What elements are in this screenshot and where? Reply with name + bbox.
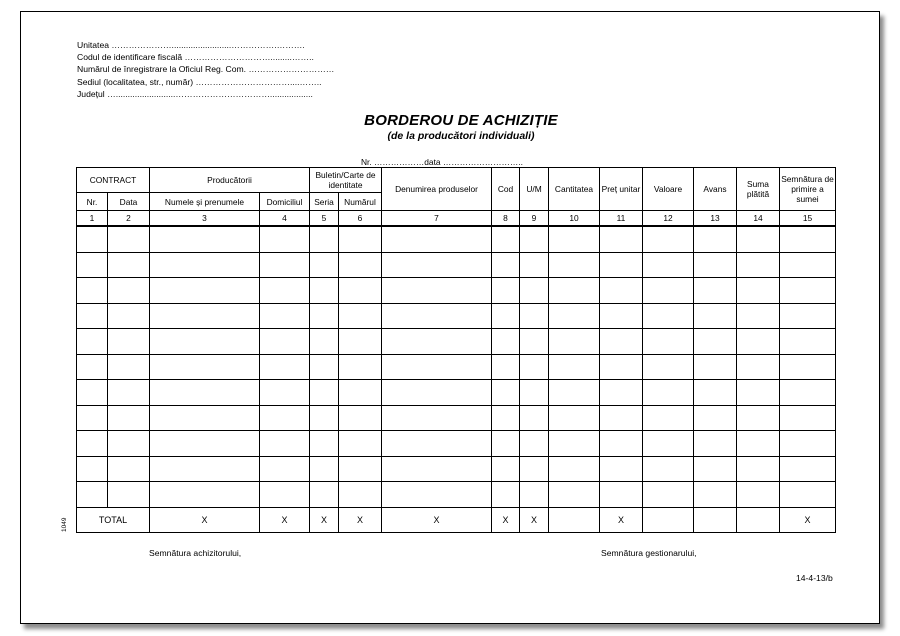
date-header: Data	[108, 193, 150, 211]
table-cell[interactable]	[643, 226, 694, 252]
table-cell[interactable]	[492, 278, 520, 304]
table-cell[interactable]	[694, 431, 737, 457]
table-cell[interactable]	[150, 329, 260, 355]
table-cell[interactable]	[737, 303, 780, 329]
table-cell[interactable]	[549, 456, 600, 482]
advance-header: Avans	[694, 168, 737, 211]
total-x-mark: X	[780, 507, 836, 532]
table-cell[interactable]	[737, 329, 780, 355]
table-cell[interactable]	[492, 431, 520, 457]
total-label: TOTAL	[77, 507, 150, 532]
table-cell[interactable]	[737, 456, 780, 482]
table-row	[77, 380, 836, 406]
table-cell[interactable]	[150, 226, 260, 252]
table-cell[interactable]	[382, 405, 492, 431]
table-cell[interactable]	[339, 278, 382, 304]
table-cell[interactable]	[520, 456, 549, 482]
table-cell[interactable]	[108, 456, 150, 482]
table-cell[interactable]	[492, 329, 520, 355]
producers-header: Producătorii	[150, 168, 310, 193]
table-cell[interactable]	[382, 456, 492, 482]
county-field[interactable]: Județul ….........................……………………………..................	[77, 88, 313, 99]
table-cell[interactable]	[694, 405, 737, 431]
column-number: 6	[339, 211, 382, 227]
table-cell[interactable]	[780, 354, 836, 380]
table-cell[interactable]	[549, 226, 600, 252]
table-cell[interactable]	[150, 456, 260, 482]
table-cell[interactable]	[339, 482, 382, 508]
value-header: Valoare	[643, 168, 694, 211]
total-row	[77, 507, 836, 532]
table-cell[interactable]	[600, 456, 643, 482]
number-date-field[interactable]: Nr. ………………data ………………………..	[361, 157, 523, 167]
form-code: 14-4-13/b	[796, 573, 833, 583]
side-code: 1049	[61, 517, 68, 532]
table-cell[interactable]	[260, 354, 310, 380]
table-cell[interactable]	[339, 226, 382, 252]
table-cell[interactable]	[520, 482, 549, 508]
table-cell[interactable]	[310, 380, 339, 406]
table-cell[interactable]	[780, 482, 836, 508]
table-cell[interactable]	[643, 431, 694, 457]
company-header	[77, 39, 334, 100]
table-cell[interactable]	[600, 303, 643, 329]
table-cell[interactable]	[108, 482, 150, 508]
buyer-signature-label: Semnătura achizitorului,	[149, 548, 242, 558]
total-cell[interactable]	[643, 507, 694, 532]
table-cell[interactable]	[737, 354, 780, 380]
table-cell[interactable]	[600, 431, 643, 457]
table-cell[interactable]	[520, 354, 549, 380]
table-cell[interactable]	[382, 354, 492, 380]
table-cell[interactable]	[108, 380, 150, 406]
total-x-mark: X	[339, 507, 382, 532]
table-cell[interactable]	[382, 226, 492, 252]
table-cell[interactable]	[643, 380, 694, 406]
table-cell[interactable]	[643, 278, 694, 304]
table-cell[interactable]	[520, 252, 549, 278]
table-cell[interactable]	[492, 226, 520, 252]
signature-header: Semnătura de primire a sumei	[780, 168, 836, 211]
table-cell[interactable]	[382, 278, 492, 304]
column-number: 5	[310, 211, 339, 227]
table-cell[interactable]	[492, 354, 520, 380]
total-cell[interactable]	[694, 507, 737, 532]
column-number: 1	[77, 211, 108, 227]
column-number-row	[77, 211, 836, 227]
contract-header: CONTRACT	[77, 168, 150, 193]
table-cell[interactable]	[643, 329, 694, 355]
table-cell[interactable]	[310, 354, 339, 380]
table-cell[interactable]	[492, 456, 520, 482]
table-cell[interactable]	[339, 431, 382, 457]
table-cell[interactable]	[260, 226, 310, 252]
table-row	[77, 482, 836, 508]
acquisition-table	[76, 167, 836, 533]
table-cell[interactable]	[780, 380, 836, 406]
id-card-header: Buletin/Carte de identitate	[310, 168, 382, 193]
table-cell[interactable]	[600, 380, 643, 406]
number-header: Numărul	[339, 193, 382, 211]
table-cell[interactable]	[310, 482, 339, 508]
table-row	[77, 226, 836, 252]
table-cell[interactable]	[382, 482, 492, 508]
table-cell[interactable]	[737, 226, 780, 252]
table-cell[interactable]	[260, 482, 310, 508]
unit-price-header: Preț unitar	[600, 168, 643, 211]
document-title: BORDEROU DE ACHIZIȚIE	[364, 112, 558, 129]
total-x-mark: X	[382, 507, 492, 532]
table-cell[interactable]	[643, 456, 694, 482]
table-cell[interactable]	[310, 278, 339, 304]
table-cell[interactable]	[737, 278, 780, 304]
table-cell[interactable]	[600, 329, 643, 355]
table-cell[interactable]	[260, 405, 310, 431]
table-cell[interactable]	[382, 303, 492, 329]
table-cell[interactable]	[339, 303, 382, 329]
column-number: 9	[520, 211, 549, 227]
table-cell[interactable]	[737, 482, 780, 508]
table-cell[interactable]	[77, 329, 108, 355]
table-cell[interactable]	[780, 226, 836, 252]
column-number: 8	[492, 211, 520, 227]
table-cell[interactable]	[643, 252, 694, 278]
unit-header: U/M	[520, 168, 549, 211]
table-row	[77, 303, 836, 329]
series-header: Seria	[310, 193, 339, 211]
table-cell[interactable]	[108, 405, 150, 431]
table-cell[interactable]	[737, 431, 780, 457]
table-cell[interactable]	[492, 252, 520, 278]
table-cell[interactable]	[150, 380, 260, 406]
column-number: 10	[549, 211, 600, 227]
table-cell[interactable]	[694, 456, 737, 482]
table-cell[interactable]	[77, 303, 108, 329]
table-cell[interactable]	[339, 380, 382, 406]
table-cell[interactable]	[520, 329, 549, 355]
table-cell[interactable]	[339, 252, 382, 278]
table-cell[interactable]	[150, 278, 260, 304]
full-name-header: Numele și prenumele	[150, 193, 260, 211]
table-row	[77, 354, 836, 380]
table-cell[interactable]	[77, 405, 108, 431]
residence-header: Domiciliul	[260, 193, 310, 211]
table-cell[interactable]	[492, 482, 520, 508]
table-row	[77, 252, 836, 278]
table-row	[77, 431, 836, 457]
table-cell[interactable]	[150, 482, 260, 508]
table-cell[interactable]	[780, 456, 836, 482]
table-cell[interactable]	[520, 226, 549, 252]
column-number: 3	[150, 211, 260, 227]
table-cell[interactable]	[694, 354, 737, 380]
nr-header: Nr.	[77, 193, 108, 211]
table-cell[interactable]	[643, 354, 694, 380]
column-number: 13	[694, 211, 737, 227]
table-cell[interactable]	[310, 456, 339, 482]
table-cell[interactable]	[600, 405, 643, 431]
table-cell[interactable]	[108, 329, 150, 355]
table-cell[interactable]	[694, 278, 737, 304]
table-cell[interactable]	[694, 380, 737, 406]
table-cell[interactable]	[339, 456, 382, 482]
table-cell[interactable]	[694, 482, 737, 508]
product-name-header: Denumirea produselor	[382, 168, 492, 211]
table-cell[interactable]	[549, 252, 600, 278]
fiscal-code-field[interactable]: Codul de identificare fiscală ………………………….........……..	[77, 52, 314, 63]
table-cell[interactable]	[520, 303, 549, 329]
table-cell[interactable]	[520, 431, 549, 457]
table-cell[interactable]	[694, 226, 737, 252]
table-cell[interactable]	[737, 252, 780, 278]
table-cell[interactable]	[150, 252, 260, 278]
column-number: 2	[108, 211, 150, 227]
table-cell[interactable]	[694, 303, 737, 329]
table-cell[interactable]	[260, 252, 310, 278]
form-sheet	[20, 11, 880, 624]
table-cell[interactable]	[150, 405, 260, 431]
table-cell[interactable]	[780, 431, 836, 457]
table-row	[77, 405, 836, 431]
table-cell[interactable]	[108, 303, 150, 329]
table-cell[interactable]	[310, 303, 339, 329]
table-cell[interactable]	[382, 252, 492, 278]
table-cell[interactable]	[310, 226, 339, 252]
table-cell[interactable]	[780, 252, 836, 278]
table-cell[interactable]	[549, 405, 600, 431]
table-cell[interactable]	[492, 303, 520, 329]
total-cell[interactable]	[549, 507, 600, 532]
table-cell[interactable]	[549, 303, 600, 329]
table-cell[interactable]	[310, 405, 339, 431]
table-cell[interactable]	[339, 354, 382, 380]
table-cell[interactable]	[108, 252, 150, 278]
total-x-mark: X	[310, 507, 339, 532]
table-cell[interactable]	[108, 354, 150, 380]
table-cell[interactable]	[77, 226, 108, 252]
table-cell[interactable]	[77, 278, 108, 304]
table-cell[interactable]	[643, 405, 694, 431]
registry-number-field[interactable]: Numărul de înregistrare la Oficiul Reg. Com. …………………………	[77, 64, 335, 75]
table-cell[interactable]	[382, 380, 492, 406]
table-cell[interactable]	[737, 405, 780, 431]
table-cell[interactable]	[260, 329, 310, 355]
table-cell[interactable]	[108, 278, 150, 304]
table-cell[interactable]	[549, 431, 600, 457]
table-cell[interactable]	[643, 482, 694, 508]
table-cell[interactable]	[549, 354, 600, 380]
column-number: 14	[737, 211, 780, 227]
table-cell[interactable]	[260, 278, 310, 304]
table-cell[interactable]	[780, 329, 836, 355]
column-number: 4	[260, 211, 310, 227]
code-header: Cod	[492, 168, 520, 211]
table-cell[interactable]	[549, 278, 600, 304]
total-x-mark: X	[600, 507, 643, 532]
table-cell[interactable]	[150, 354, 260, 380]
address-field[interactable]: Sediul (localitatea, str., număr) ……………………………....……..	[77, 76, 322, 87]
table-row	[77, 329, 836, 355]
table-cell[interactable]	[549, 329, 600, 355]
total-x-mark: X	[260, 507, 310, 532]
table-cell[interactable]	[382, 329, 492, 355]
quantity-header: Cantitatea	[549, 168, 600, 211]
table-cell[interactable]	[77, 380, 108, 406]
manager-signature-label: Semnătura gestionarului,	[601, 548, 697, 558]
column-number: 15	[780, 211, 836, 227]
table-cell[interactable]	[600, 482, 643, 508]
table-cell[interactable]	[77, 482, 108, 508]
table-cell[interactable]	[77, 354, 108, 380]
table-cell[interactable]	[260, 380, 310, 406]
table-cell[interactable]	[310, 431, 339, 457]
table-cell[interactable]	[382, 431, 492, 457]
column-number: 12	[643, 211, 694, 227]
table-cell[interactable]	[780, 405, 836, 431]
table-cell[interactable]	[339, 329, 382, 355]
column-number: 7	[382, 211, 492, 227]
table-cell[interactable]	[694, 252, 737, 278]
table-cell[interactable]	[600, 278, 643, 304]
table-row	[77, 456, 836, 482]
table-cell[interactable]	[77, 252, 108, 278]
document-subtitle: (de la producători individuali)	[387, 130, 535, 142]
table-cell[interactable]	[310, 252, 339, 278]
column-number: 11	[600, 211, 643, 227]
table-cell[interactable]	[780, 278, 836, 304]
total-cell[interactable]	[737, 507, 780, 532]
table-cell[interactable]	[600, 354, 643, 380]
table-cell[interactable]	[737, 380, 780, 406]
table-cell[interactable]	[600, 252, 643, 278]
table-cell[interactable]	[520, 380, 549, 406]
table-cell[interactable]	[492, 405, 520, 431]
table-cell[interactable]	[108, 431, 150, 457]
table-cell[interactable]	[108, 226, 150, 252]
table-cell[interactable]	[520, 405, 549, 431]
table-cell[interactable]	[549, 482, 600, 508]
total-x-mark: X	[492, 507, 520, 532]
table-cell[interactable]	[492, 380, 520, 406]
total-x-mark: X	[520, 507, 549, 532]
table-cell[interactable]	[260, 303, 310, 329]
unit-field[interactable]: Unitatea ………………….........................…………….……….	[77, 40, 305, 50]
table-cell[interactable]	[780, 303, 836, 329]
paid-amount-header: Suma plătită	[737, 168, 780, 211]
table-row	[77, 278, 836, 304]
table-cell[interactable]	[339, 405, 382, 431]
table-cell[interactable]	[600, 226, 643, 252]
table-cell[interactable]	[150, 431, 260, 457]
table-cell[interactable]	[520, 278, 549, 304]
table-cell[interactable]	[310, 329, 339, 355]
total-x-mark: X	[150, 507, 260, 532]
table-cell[interactable]	[260, 456, 310, 482]
table-cell[interactable]	[549, 380, 600, 406]
table-cell[interactable]	[77, 431, 108, 457]
table-cell[interactable]	[260, 431, 310, 457]
table-cell[interactable]	[643, 303, 694, 329]
table-cell[interactable]	[150, 303, 260, 329]
table-cell[interactable]	[694, 329, 737, 355]
table-cell[interactable]	[77, 456, 108, 482]
